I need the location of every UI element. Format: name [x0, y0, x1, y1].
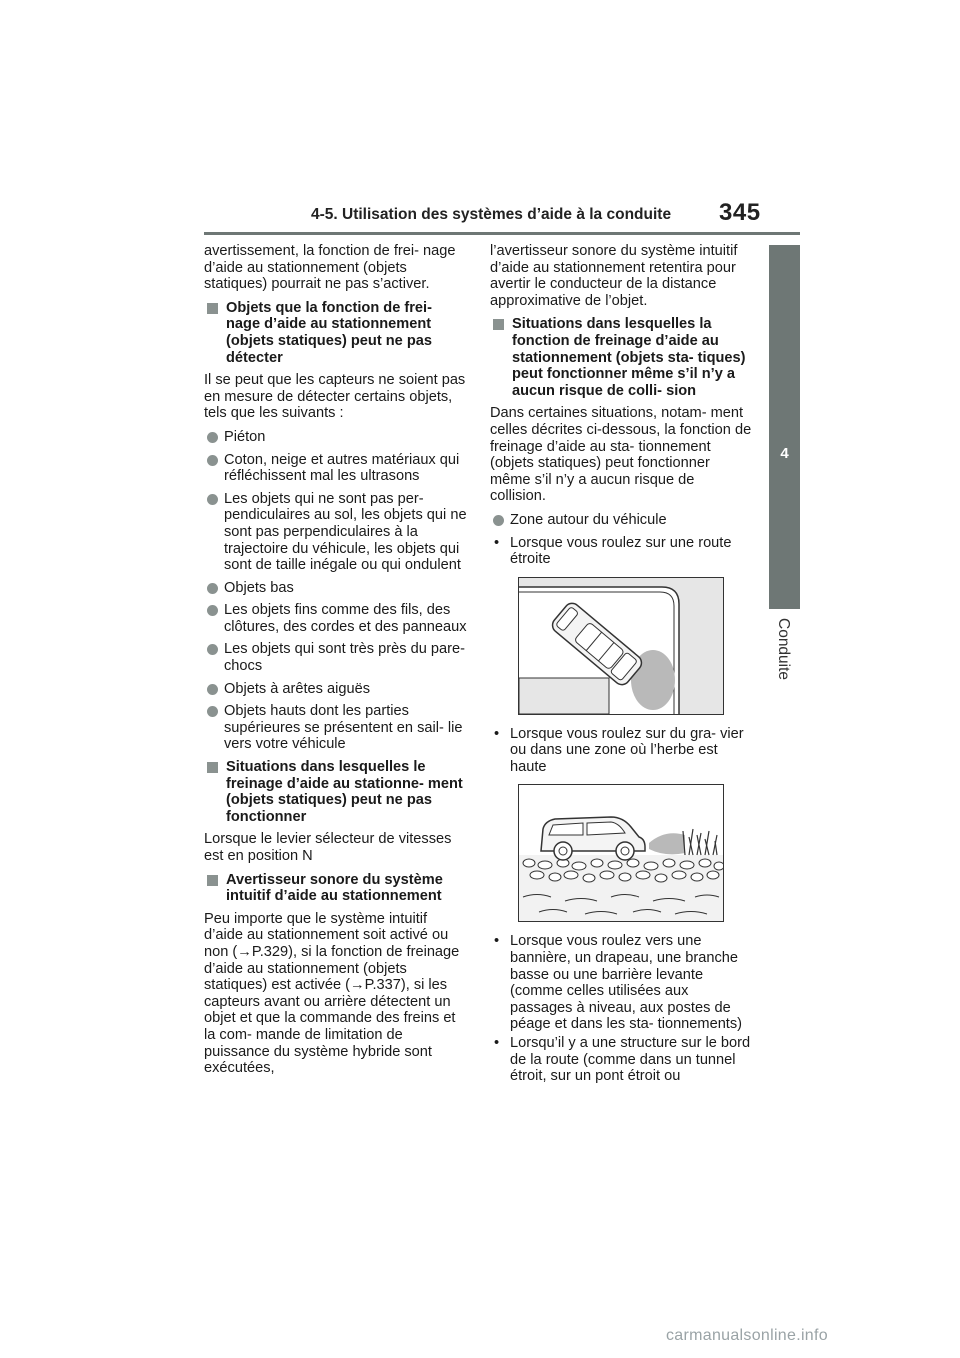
- circle-bullet-icon: [207, 494, 218, 505]
- section-body: Il se peut que les capteurs ne soient pas en mesure de détecter certains objets, tels que les suivants :: [204, 372, 466, 422]
- header-rule: [204, 232, 800, 235]
- square-bullet-icon: [493, 319, 504, 330]
- section-heading: Avertisseur sonore du système intuitif d’aide au stationnement: [204, 872, 468, 905]
- section-body: Peu importe que le système intuitif d’aide au stationnement soit activé ou non (→P.329), si la fonction de freinage d’aide au stationnement (objets statiques) est activée (→P.337), si les capteurs avant ou arrière détectent un objet et que la commande des freins et la com- mande de limitation de puissance du système hybride sont exécutées,: [204, 910, 460, 1077]
- list-item: Coton, neige et autres matériaux qui réfléchissent mal les ultrasons: [204, 452, 468, 485]
- square-bullet-icon: [207, 303, 218, 314]
- gravel-grass-drawing: [519, 785, 723, 921]
- right-column: [490, 243, 752, 1087]
- circle-bullet-icon: [207, 605, 218, 616]
- intro-paragraph: avertissement, la fonction de frei- nage d’aide au stationnement (objets statiques) pourrait ne pas s’activer.: [204, 243, 456, 293]
- square-bullet-icon: [207, 762, 218, 773]
- list-item: Piéton: [204, 429, 468, 446]
- circle-bullet-icon: [493, 515, 504, 526]
- list-item: Objets bas: [204, 580, 468, 597]
- watermark: carmanualsonline.info: [666, 1327, 828, 1344]
- section-heading: Situations dans lesquelles le freinage d’aide au stationne- ment (objets statiques) peut ne pas fonctionner: [204, 759, 468, 825]
- section-body: Lorsque le levier sélecteur de vitesses est en position N: [204, 831, 452, 864]
- square-bullet-icon: [207, 875, 218, 886]
- circle-bullet-icon: [207, 432, 218, 443]
- section-body: Dans certaines situations, notam- ment celles décrites ci-dessous, la fonction de freinage d’aide au sta- tionnement (objets statiques) peut fonctionner même s’il n’y a aucun risque de collision.: [490, 405, 752, 505]
- circle-bullet-icon: [207, 684, 218, 695]
- left-column: [204, 243, 468, 1084]
- section-header-title: 4-5. Utilisation des systèmes d’aide à la conduite: [311, 206, 672, 223]
- chapter-number: 4: [780, 445, 789, 462]
- circle-bullet-icon: [207, 455, 218, 466]
- page-number: 345: [719, 199, 761, 226]
- list-item: Les objets qui sont très près du pare-chocs: [204, 641, 468, 674]
- section-heading: Situations dans lesquelles la fonction de freinage d’aide au stationnement (objets sta- tiques) peut fonctionner même s’il n’y a aucun risque de colli- sion: [490, 316, 752, 399]
- circle-bullet-icon: [207, 583, 218, 594]
- circle-bullet-icon: [207, 644, 218, 655]
- list-item: Objets hauts dont les parties supérieures se présentent en sail- lie vers votre véhicule: [204, 703, 468, 753]
- sub-list-item: • Lorsque vous roulez vers une bannière, un drapeau, une branche basse ou une barrière levante (comme celles utilisées aux passages à niveau, aux postes de péage et dans les sta- tionnements): [494, 933, 743, 1033]
- list-item: Les objets qui ne sont pas per- pendiculaires au sol, les objets qui ne sont pas perpendiculaires à la trajectoire du véhicule, les objets qui sont de taille inégale ou qui ondulent: [204, 491, 468, 574]
- list-item: Les objets fins comme des fils, des clôtures, des cordes et des panneaux: [204, 602, 468, 635]
- sub-list-item: • Lorsque vous roulez sur une route étroite: [494, 534, 732, 568]
- narrow-road-illustration: [518, 577, 724, 715]
- continuation-paragraph: l’avertisseur sonore du système intuitif d’aide au stationnement retentira pour avertir le conducteur de la distance approximative de l’objet.: [490, 243, 738, 309]
- section-heading: Objets que la fonction de frei- nage d’aide au stationnement (objets statiques) peut ne pas détecter: [204, 300, 468, 366]
- sub-list-item: • Lorsque vous roulez sur du gra- vier ou dans une zone où l’herbe est haute: [494, 725, 744, 775]
- narrow-road-drawing: [519, 578, 723, 714]
- chapter-tab[interactable]: [769, 245, 800, 609]
- list-item: Zone autour du véhicule: [490, 512, 752, 529]
- sub-list-item: • Lorsqu’il y a une structure sur le bord de la route (comme dans un tunnel étroit, sur un pont étroit ou: [494, 1035, 751, 1085]
- circle-bullet-icon: [207, 706, 218, 717]
- gravel-grass-illustration: [518, 784, 724, 922]
- list-item: Objets à arêtes aiguës: [204, 681, 468, 698]
- chapter-label: Conduite: [775, 618, 792, 681]
